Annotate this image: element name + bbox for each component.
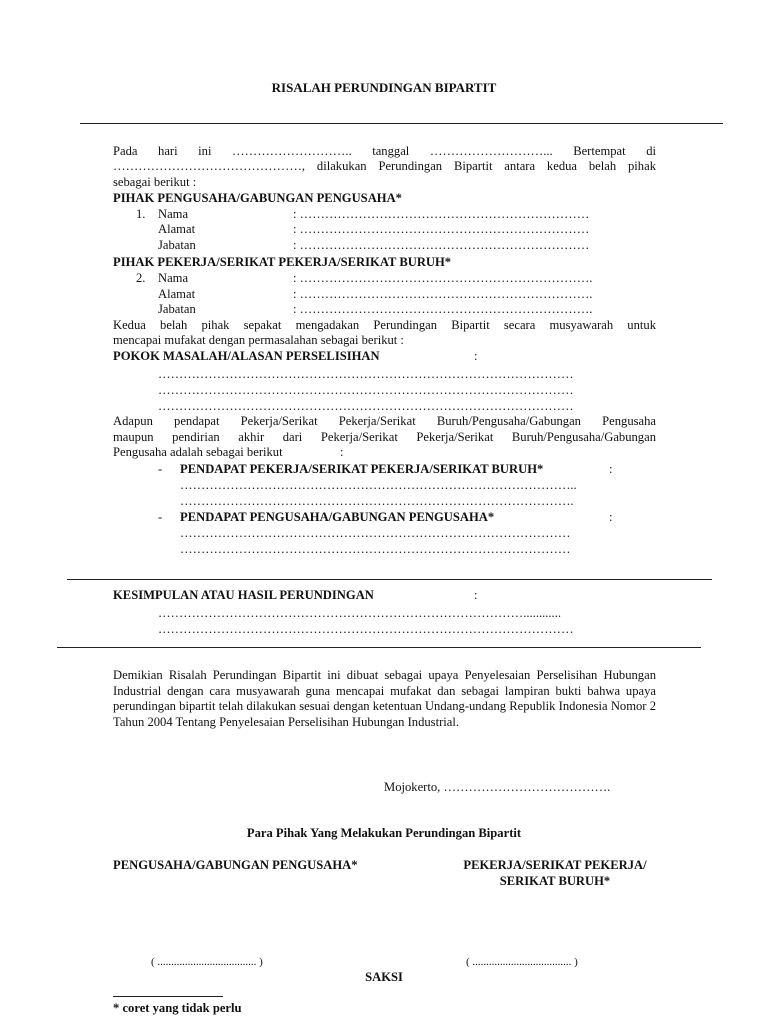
conclusion-bottom-divider [57, 647, 701, 648]
issue-line-2: ……………………………………………………………………………………… [158, 383, 574, 397]
conclusion-top-divider [67, 579, 712, 580]
intro-line-3: sebagai berikut : [113, 175, 197, 189]
party2-name-value: : ……………………………………………………………. [293, 271, 593, 285]
opinions-line-3: Pengusaha adalah sebagai berikut [113, 445, 283, 459]
party1-number: 1. [136, 207, 146, 221]
intro-line-1: Pada hari ini ……………………….. tanggal ………………………... Bertempat di [113, 144, 656, 158]
worker-signature-name: ( .................................... ) [466, 956, 578, 968]
place-date: Mojokerto, …………………………………. [384, 780, 611, 794]
worker-signature-title-line-1: PEKERJA/SERIKAT PEKERJA/ [463, 858, 647, 872]
employer-opinion-line-2: ………………………………………………………………………………… [180, 542, 571, 556]
closing-paragraph: Demikian Risalah Perundingan Bipartit ini dibuat sebagai upaya Penyelesaian Perselisihan Hubungan Industrial dengan cara musyawarah guna mencapai mufakat dan sebagai lampiran bukti bahwa upaya perundingan bipartit telah dilakukan sesuai dengan ketentuan Undang-undang Republik Indonesia Nomor 2 Tahun 2004 Tentang Penyelesaian Perselisihan Hubungan Industrial. [113, 668, 656, 729]
party2-name-label: Nama [158, 271, 189, 285]
footnote-divider [113, 996, 223, 997]
employer-opinion-colon: : [609, 510, 613, 524]
employer-signature-title: PENGUSAHA/GABUNGAN PENGUSAHA* [113, 858, 358, 872]
party1-address-value: : …………………………………………………………… [293, 222, 590, 236]
signatures-heading: Para Pihak Yang Melakukan Perundingan Bipartit [246, 826, 522, 840]
party2-address-label: Alamat [158, 287, 196, 301]
employer-opinion-line-1: ………………………………………………………………………………… [180, 526, 571, 540]
issue-line-1: ……………………………………………………………………………………… [158, 367, 574, 381]
party1-heading: PIHAK PENGUSAHA/GABUNGAN PENGUSAHA* [113, 191, 402, 205]
conclusion-heading: KESIMPULAN ATAU HASIL PERUNDINGAN [113, 588, 374, 602]
document-title: RISALAH PERUNDINGAN BIPARTIT [271, 80, 497, 95]
agreement-line-1: Kedua belah pihak sepakat mengadakan Perundingan Bipartit secara musyawarah untuk [113, 318, 656, 332]
party2-position-label: Jabatan [158, 302, 196, 316]
agreement-line-2: mencapai mufakat dengan permasalahan sebagai berikut : [113, 333, 404, 347]
issue-heading: POKOK MASALAH/ALASAN PERSELISIHAN [113, 349, 380, 363]
party1-address-label: Alamat [158, 222, 196, 236]
footnote: * coret yang tidak perlu [113, 1001, 242, 1015]
worker-opinion-line-1: ………………………………………………………………………………….. [180, 478, 577, 492]
employer-opinion-bullet: - [158, 510, 163, 524]
party2-heading: PIHAK PEKERJA/SERIKAT PEKERJA/SERIKAT BURUH* [113, 255, 452, 269]
issue-line-3: ……………………………………………………………………………………… [158, 399, 574, 413]
employer-signature-name: ( .................................... ) [151, 956, 263, 968]
witness-heading: SAKSI [365, 970, 403, 984]
conclusion-colon: : [474, 588, 478, 602]
opinions-line-1: Adapun pendapat Pekerja/Serikat Pekerja/Serikat Buruh/Pengusaha/Gabungan Pengusaha [113, 414, 656, 428]
party2-position-value: : ……………………………………………………………. [293, 302, 593, 316]
party1-name-value: : …………………………………………………………… [293, 207, 590, 221]
worker-opinion-colon: : [609, 462, 613, 476]
party2-address-value: : ……………………………………………………………. [293, 287, 593, 301]
title-divider [80, 123, 723, 124]
party1-position-label: Jabatan [158, 238, 196, 252]
intro-line-2: ………………………………………, dilakukan Perundingan Bipartit antara kedua belah pihak [113, 159, 656, 173]
party2-number: 2. [136, 271, 146, 285]
worker-opinion-line-2: …………………………………………………………………………………. [180, 494, 574, 508]
worker-signature-title-line-2: SERIKAT BURUH* [499, 874, 611, 888]
opinions-line-3-colon: : [340, 445, 344, 459]
conclusion-line-1: ……………………………………………………………………………............ [158, 606, 561, 620]
party1-position-value: : …………………………………………………………… [293, 238, 590, 252]
conclusion-line-2: ……………………………………………………………………………………… [158, 622, 574, 636]
employer-opinion-heading: PENDAPAT PENGUSAHA/GABUNGAN PENGUSAHA* [180, 510, 495, 524]
party1-name-label: Nama [158, 207, 189, 221]
opinions-line-2: maupun pendirian akhir dari Pekerja/Serikat Pekerja/Serikat Buruh/Pengusaha/Gabungan [113, 430, 656, 444]
worker-opinion-bullet: - [158, 462, 163, 476]
worker-opinion-heading: PENDAPAT PEKERJA/SERIKAT PEKERJA/SERIKAT BURUH* [180, 462, 544, 476]
issue-colon: : [474, 349, 478, 363]
